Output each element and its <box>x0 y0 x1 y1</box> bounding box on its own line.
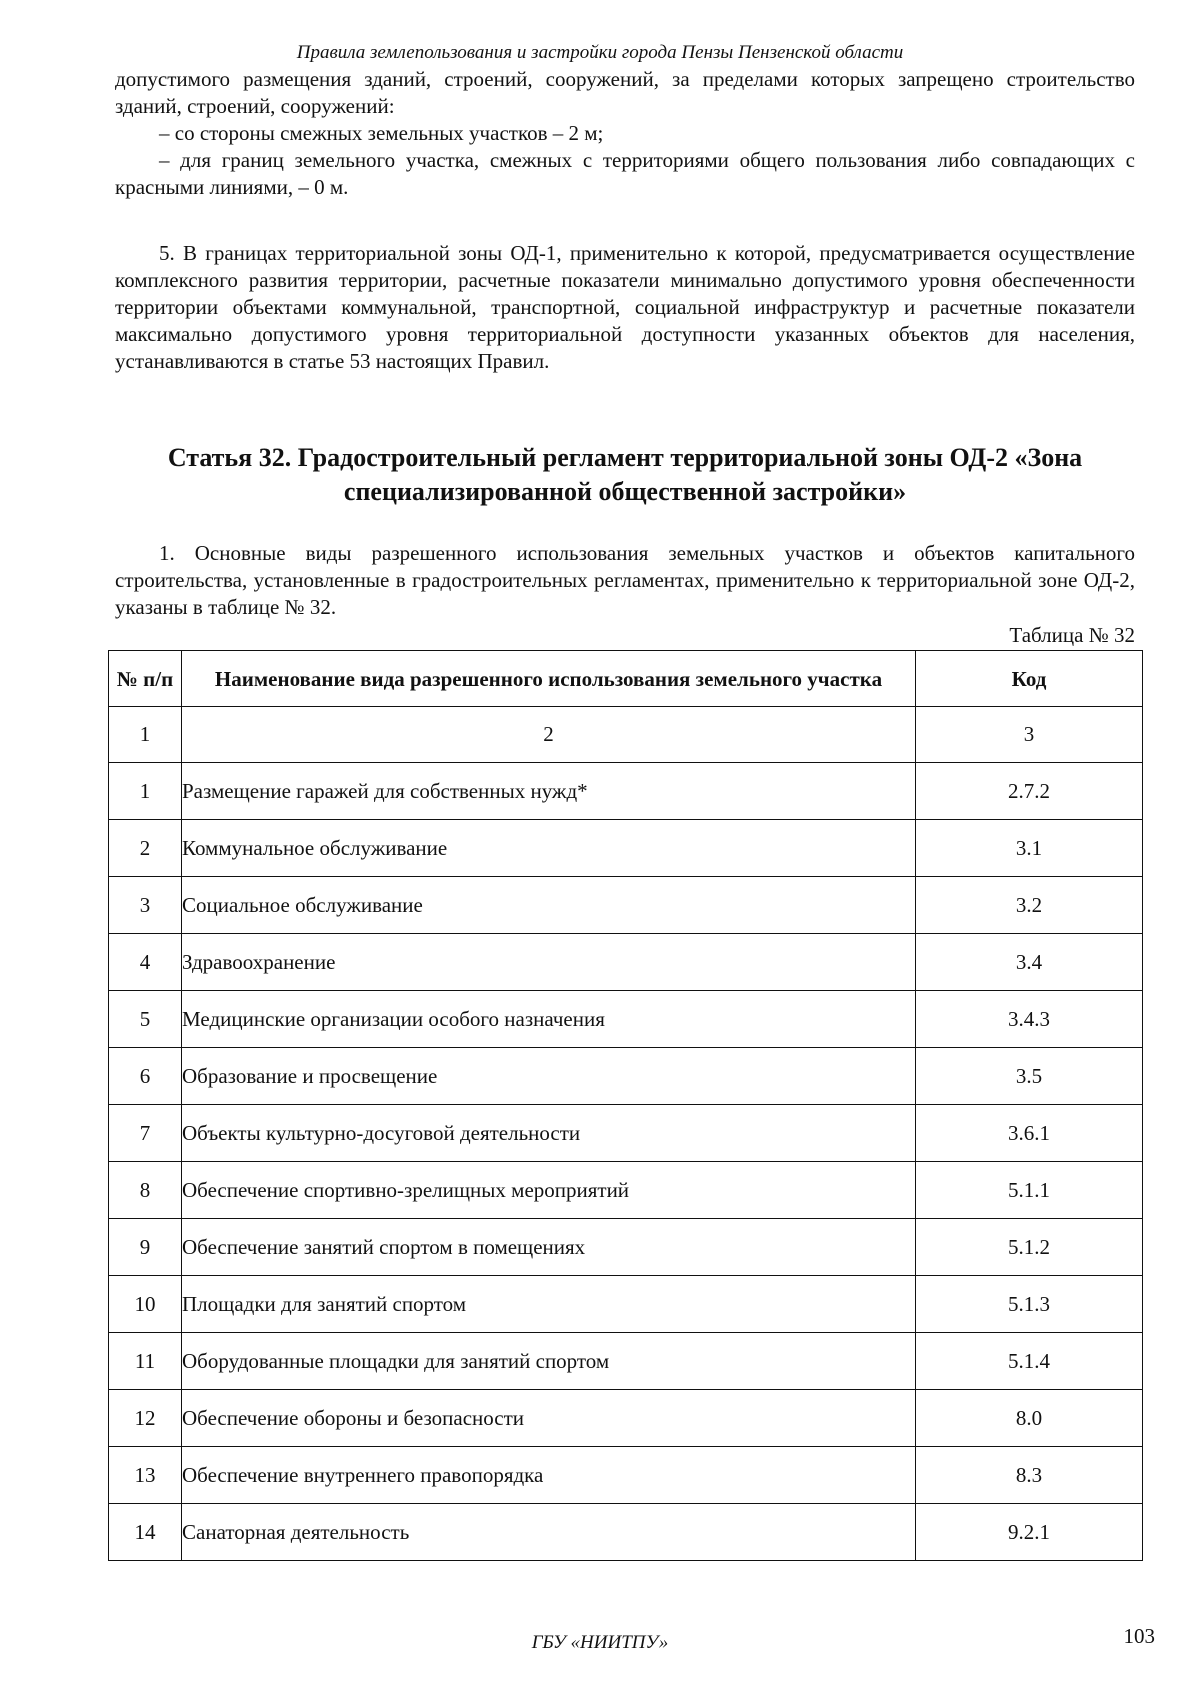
row-number: 11 <box>109 1333 182 1390</box>
row-number: 7 <box>109 1105 182 1162</box>
row-use-name: Обеспечение спортивно-зрелищных мероприятий <box>182 1162 916 1219</box>
row-use-name: Объекты культурно-досуговой деятельности <box>182 1105 916 1162</box>
table-row <box>109 1447 1143 1504</box>
row-number: 4 <box>109 934 182 991</box>
row-use-name: Обеспечение занятий спортом в помещениях <box>182 1219 916 1276</box>
row-code: 3.4.3 <box>916 991 1143 1048</box>
paragraph-5-text: 5. В границах территориальной зоны ОД-1, применительно к которой, предусматривается осуществление комплексного развития территории, расчетные показатели минимально допустимого уровня обеспеченности территории объектами коммунальной, транспортной, социальной инфраструктур и расчетные показатели максимально допустимого уровня территориальной доступности указанных объектов для населения, устанавливаются в статье 53 настоящих Правил. <box>115 241 1135 373</box>
intro-continuation: допустимого размещения зданий, строений, сооружений, за пределами которых запрещено строительство зданий, строений, сооружений: <box>115 67 1135 118</box>
article-paragraph-1 <box>115 540 1135 621</box>
row-code: 3.5 <box>916 1048 1143 1105</box>
row-number: 5 <box>109 991 182 1048</box>
table-row <box>109 763 1143 820</box>
row-use-name: Образование и просвещение <box>182 1048 916 1105</box>
table-header-row <box>109 651 1143 707</box>
row-use-name: Коммунальное обслуживание <box>182 820 916 877</box>
row-code: 3.2 <box>916 877 1143 934</box>
table-row <box>109 1219 1143 1276</box>
row-number: 9 <box>109 1219 182 1276</box>
row-number: 10 <box>109 1276 182 1333</box>
row-use-name: Санаторная деятельность <box>182 1504 916 1561</box>
page-number: 103 <box>1123 1624 1155 1648</box>
row-code: 8.3 <box>916 1447 1143 1504</box>
intro-bullet-adjacent: – со стороны смежных земельных участков – 2 м; <box>159 121 604 145</box>
header-code: Код <box>916 651 1143 707</box>
row-code: 3.4 <box>916 934 1143 991</box>
row-number: 2 <box>109 820 182 877</box>
row-number: 13 <box>109 1447 182 1504</box>
table-row <box>109 1390 1143 1447</box>
header-name: Наименование вида разрешенного использования земельного участка <box>182 651 916 707</box>
table-caption: Таблица № 32 <box>1009 623 1135 647</box>
column-number: 1 <box>109 707 182 763</box>
row-code: 2.7.2 <box>916 763 1143 820</box>
table-row <box>109 1276 1143 1333</box>
row-number: 8 <box>109 1162 182 1219</box>
row-use-name: Медицинские организации особого назначения <box>182 991 916 1048</box>
article-title: Статья 32. Градостроительный регламент территориальной зоны ОД-2 «Зона специализированной общественной застройки» <box>167 443 1083 506</box>
table-row <box>109 991 1143 1048</box>
row-use-name: Обеспечение обороны и безопасности <box>182 1390 916 1447</box>
row-number: 12 <box>109 1390 182 1447</box>
table-row <box>109 1162 1143 1219</box>
row-use-name: Здравоохранение <box>182 934 916 991</box>
row-code: 5.1.3 <box>916 1276 1143 1333</box>
article-paragraph-1-text: 1. Основные виды разрешенного использования земельных участков и объектов капитального строительства, установленные в градостроительных регламентах, применительно к территориальной зоне ОД-2, указаны в таблице № 32. <box>115 541 1135 619</box>
row-code: 3.6.1 <box>916 1105 1143 1162</box>
table-row <box>109 1333 1143 1390</box>
intro-block <box>115 66 1135 201</box>
intro-bullet-public: – для границ земельного участка, смежных с территориями общего пользования либо совпадающих с красными линиями, – 0 м. <box>115 148 1135 199</box>
row-number: 14 <box>109 1504 182 1561</box>
header-num: № п/п <box>109 651 182 707</box>
column-number: 3 <box>916 707 1143 763</box>
table-row <box>109 820 1143 877</box>
row-number: 1 <box>109 763 182 820</box>
paragraph-5 <box>115 240 1135 375</box>
row-code: 8.0 <box>916 1390 1143 1447</box>
running-header: Правила землепользования и застройки города Пензы Пензенской области <box>296 42 904 63</box>
table-row <box>109 877 1143 934</box>
table-row <box>109 1048 1143 1105</box>
table-row <box>109 934 1143 991</box>
land-use-table <box>108 650 1143 1561</box>
row-use-name: Социальное обслуживание <box>182 877 916 934</box>
row-code: 9.2.1 <box>916 1504 1143 1561</box>
table-row <box>109 1105 1143 1162</box>
row-use-name: Оборудованные площадки для занятий спортом <box>182 1333 916 1390</box>
column-number-row <box>109 707 1143 763</box>
row-number: 6 <box>109 1048 182 1105</box>
row-use-name: Размещение гаражей для собственных нужд* <box>182 763 916 820</box>
table-row <box>109 1504 1143 1561</box>
row-code: 5.1.1 <box>916 1162 1143 1219</box>
running-footer: ГБУ «НИИТПУ» <box>531 1632 669 1653</box>
row-number: 3 <box>109 877 182 934</box>
column-number: 2 <box>182 707 916 763</box>
row-code: 3.1 <box>916 820 1143 877</box>
row-use-name: Площадки для занятий спортом <box>182 1276 916 1333</box>
row-code: 5.1.4 <box>916 1333 1143 1390</box>
row-use-name: Обеспечение внутреннего правопорядка <box>182 1447 916 1504</box>
row-code: 5.1.2 <box>916 1219 1143 1276</box>
